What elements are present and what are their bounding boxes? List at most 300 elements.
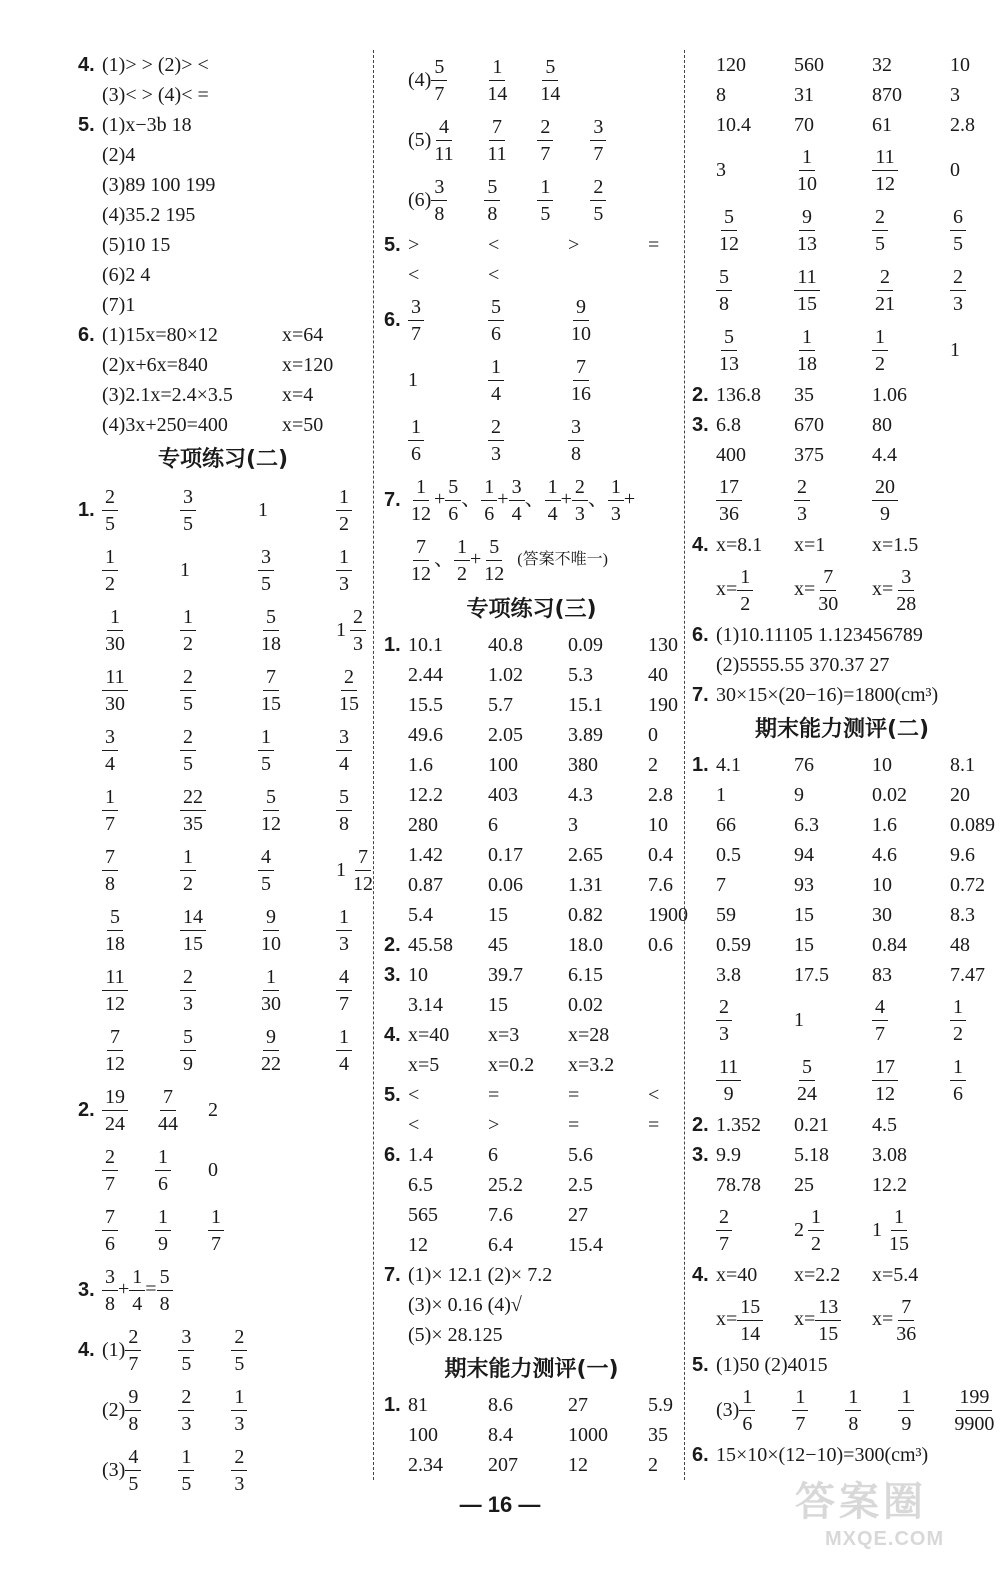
numerator: 1: [808, 1204, 824, 1231]
numerator: 199: [956, 1384, 992, 1411]
question-number: 2.: [692, 384, 709, 406]
denominator: 30: [818, 592, 839, 615]
answer-cell: 45.58: [408, 934, 453, 956]
fraction: [950, 994, 966, 1047]
numerator: 11: [102, 964, 127, 991]
mixed-number: [336, 844, 376, 897]
answer-row: [692, 1170, 992, 1200]
numerator: 5: [484, 174, 500, 201]
answer-cell: [537, 54, 590, 107]
answer-cell: 10: [872, 754, 892, 776]
denominator: 2: [953, 1022, 963, 1045]
question-5: [78, 110, 368, 320]
numerator: 2: [877, 264, 893, 291]
numerator: 1: [413, 474, 429, 501]
fraction: [815, 1294, 841, 1347]
sub-label: (5): [408, 129, 432, 151]
numerator: 2: [231, 1444, 247, 1471]
answer-cell: [155, 1084, 208, 1137]
answer-cell: [716, 264, 794, 317]
question-number: 6.: [384, 309, 401, 331]
denominator: 9: [723, 1082, 734, 1105]
denominator: 5: [183, 692, 193, 715]
denominator: 9: [183, 1052, 193, 1075]
denominator: 3: [339, 572, 349, 595]
question-number: 5.: [384, 1084, 401, 1106]
answer-cell: [155, 1204, 208, 1257]
fraction: [794, 144, 820, 197]
denominator: 12: [353, 872, 373, 895]
denominator: 10: [261, 932, 281, 955]
fraction: [454, 534, 470, 587]
answer-line: (2)5555.55 370.37 27: [716, 654, 890, 676]
fraction: [102, 1144, 118, 1197]
numerator: 5: [336, 784, 352, 811]
fraction: [408, 414, 424, 467]
fraction: [180, 964, 196, 1017]
section-3-answers: [384, 630, 688, 1350]
question-number: 5.: [384, 234, 401, 256]
question-number: 6.: [692, 1444, 709, 1466]
answer-cell: 8.1: [950, 754, 975, 776]
fraction: [794, 264, 820, 317]
answer-cell: 4.1: [716, 754, 741, 776]
answer-cell: [180, 604, 258, 657]
answer-row: [692, 530, 992, 560]
answer-cell: 1.42: [408, 844, 443, 866]
question-number: 6.: [384, 1144, 401, 1166]
fraction: [716, 264, 732, 317]
numerator: 5: [445, 474, 461, 501]
fraction: [231, 1324, 247, 1377]
answer-cell: 31: [794, 84, 814, 106]
answer-row: [78, 900, 368, 960]
numerator: 5: [107, 904, 123, 931]
numerator: 15: [737, 1294, 763, 1321]
answer-cell: [590, 174, 643, 227]
denominator: 15: [339, 692, 359, 715]
question-number: 7.: [384, 489, 401, 511]
answer-row: [78, 720, 368, 780]
answer-cell: [792, 1384, 845, 1437]
answer-cell: 32: [872, 54, 892, 76]
fraction: [872, 264, 898, 317]
fraction: [155, 1204, 171, 1257]
answer-cell: 10: [408, 964, 428, 986]
denominator: 24: [797, 1082, 817, 1105]
question-7: [384, 470, 679, 530]
fraction: [102, 1264, 118, 1317]
sub-label: (6): [408, 189, 432, 211]
denominator: 9900: [954, 1412, 995, 1435]
answer-row: [692, 80, 992, 110]
fraction: [815, 564, 841, 617]
denominator: 18: [261, 632, 281, 655]
answer-cell: 1: [408, 369, 418, 391]
answer-cell: 560: [794, 54, 824, 76]
fraction: [808, 1204, 824, 1257]
fraction: [102, 1084, 128, 1137]
x-equals: x=: [794, 1307, 816, 1330]
answer-row: [692, 1050, 992, 1110]
answer-cell: 0.72: [950, 874, 985, 896]
numerator: 22: [180, 784, 206, 811]
answer-cell: 61: [872, 114, 892, 136]
answer-cell: [178, 1384, 231, 1437]
answer-cell: [258, 904, 336, 957]
answer-cell: 5.9: [648, 1394, 673, 1416]
denominator: 2: [875, 352, 885, 375]
denominator: 10: [797, 172, 817, 195]
answer-cell: 2.65: [568, 844, 603, 866]
fraction: [739, 1384, 755, 1437]
answer-cell: 0.87: [408, 874, 443, 896]
numerator: 5: [263, 784, 279, 811]
answer-cell: [872, 1294, 950, 1347]
denominator: 7: [434, 82, 445, 105]
question-number: 1.: [692, 754, 709, 776]
fraction: [102, 784, 118, 837]
answer-cell: 2.8: [950, 114, 975, 136]
fraction: [716, 1054, 741, 1107]
numerator: 2: [572, 474, 588, 501]
answer-cell: 2: [208, 1099, 218, 1121]
fraction: [951, 1384, 997, 1437]
answer-cell: [102, 844, 180, 897]
denominator: 30: [105, 632, 125, 655]
denominator: 15: [261, 692, 281, 715]
answer-cell: x=0.2: [488, 1054, 535, 1076]
answer-cell: 0.84: [872, 934, 907, 956]
answer-cell: 30: [872, 904, 892, 926]
answer-cell: [102, 1084, 155, 1137]
numerator: 7: [102, 844, 118, 871]
denominator: 4: [547, 502, 558, 525]
answer-cell: 8.6: [488, 1394, 513, 1416]
answer-cell: [258, 964, 336, 1017]
answer-cell: x=5.4: [872, 1264, 919, 1286]
denominator: 3: [719, 1022, 729, 1045]
answer-row: [384, 1110, 679, 1140]
numerator: 1: [537, 174, 553, 201]
answer-cell: 0: [208, 1159, 218, 1181]
answer-row: [78, 1440, 368, 1500]
fraction: [445, 474, 461, 527]
denominator: 35: [183, 812, 203, 835]
answer-cell: 0.6: [648, 934, 673, 956]
answer-row: [384, 1450, 679, 1480]
fraction: [484, 174, 500, 227]
answer-cell: 9.6: [950, 844, 975, 866]
numerator: 3: [102, 1264, 118, 1291]
answer-cell: 10.1: [408, 634, 443, 656]
answer-cell: 8.4: [488, 1424, 513, 1446]
numerator: 2: [716, 1204, 732, 1231]
answer-cell: 93: [794, 874, 814, 896]
answer-cell: 3.8: [716, 964, 741, 986]
answer-cell: 12.2: [408, 784, 443, 806]
numerator: 1: [263, 964, 279, 991]
denominator: 12: [484, 562, 505, 585]
answer-row: [384, 810, 679, 840]
answer-row: [692, 320, 992, 380]
numerator: 7: [102, 1204, 118, 1231]
answer-row: [78, 780, 368, 840]
fraction: [737, 1294, 763, 1347]
answer-cell: [537, 174, 590, 227]
question-number: 5.: [692, 1354, 709, 1376]
fraction: [488, 414, 504, 467]
denominator: 5: [181, 1472, 192, 1495]
denominator: 6: [105, 1232, 115, 1255]
plus-sign: +: [470, 547, 482, 570]
answer-row: [384, 1050, 679, 1080]
answer-cell: [794, 474, 872, 527]
whole-part: 2: [794, 1219, 804, 1241]
plus-sign: +: [497, 487, 509, 510]
fraction: [125, 1324, 141, 1377]
denominator: 3: [181, 1412, 192, 1435]
fraction: [431, 54, 447, 107]
fraction: [872, 474, 898, 527]
denominator: 2: [183, 872, 193, 895]
answer-cell: [794, 144, 872, 197]
answer-row: [78, 660, 368, 720]
answer-row: [692, 1350, 992, 1380]
answer-row: [78, 200, 368, 230]
answer-row: [78, 290, 368, 320]
answer-row: [692, 140, 992, 200]
numerator: 9: [125, 1384, 141, 1411]
answer-cell: 0: [950, 159, 960, 181]
answer-line: (1)x−3b 18: [102, 114, 192, 136]
x-equals: x=: [794, 577, 816, 600]
denominator: 3: [339, 932, 349, 955]
question-number: 4.: [78, 1339, 95, 1361]
answer-cell: 1: [950, 339, 960, 361]
answer-cell: [258, 664, 336, 717]
answer-row: [384, 260, 679, 290]
question-number: 4.: [692, 1264, 709, 1286]
numerator: 3: [336, 724, 352, 751]
section-title: 专项练习(三): [466, 597, 597, 622]
watermark-logo: [795, 1470, 995, 1570]
numerator: 1: [891, 1204, 907, 1231]
answer-row: [78, 600, 368, 660]
denominator: 2: [457, 562, 467, 585]
fraction: [102, 724, 118, 777]
question-6: [78, 320, 368, 440]
answer-cell: [568, 354, 648, 407]
answer-cell: 0.02: [568, 994, 603, 1016]
denominator: 4: [511, 502, 522, 525]
answer-line: (2)4: [102, 144, 136, 166]
answer-row: [384, 1260, 679, 1290]
answer-cell: =: [648, 234, 660, 256]
numerator: 1: [737, 564, 753, 591]
denominator: 2: [183, 632, 193, 655]
denominator: 18: [797, 352, 817, 375]
answer-cell: [102, 904, 180, 957]
answer-cell: 4.4: [872, 444, 897, 466]
answer-cell: 1.06: [872, 384, 907, 406]
answer-cell: [258, 544, 336, 597]
plus-sign: +: [434, 487, 446, 510]
answer-cell: 403: [488, 784, 518, 806]
answer-cell: 94: [794, 844, 814, 866]
answer-row: [384, 1230, 679, 1260]
answer-cell: 100: [408, 1424, 438, 1446]
fraction: [872, 994, 888, 1047]
denominator: 30: [261, 992, 281, 1015]
sub-label: (3): [716, 1399, 740, 1421]
fraction: [488, 294, 504, 347]
column-right: [692, 50, 995, 1490]
question-6: [384, 290, 679, 470]
fraction: [258, 664, 284, 717]
numerator: 7: [413, 534, 429, 561]
answer-cell: 15: [794, 904, 814, 926]
answer-cell: [794, 1054, 872, 1107]
fraction-expression: [408, 534, 517, 587]
answer-cell: 83: [872, 964, 892, 986]
answer-row: [692, 560, 992, 620]
fraction: [258, 724, 274, 777]
numerator: 2: [125, 1324, 141, 1351]
answer-cell: 27: [568, 1204, 588, 1226]
section-title: 期末能力测评(一): [444, 1357, 619, 1382]
answer-cell: [794, 1204, 872, 1257]
numerator: 1: [231, 1384, 247, 1411]
numerator: 1: [107, 604, 123, 631]
answer-cell: [102, 1024, 180, 1077]
numerator: 11: [102, 664, 127, 691]
question-2: [78, 1080, 368, 1260]
denominator: 8: [339, 812, 349, 835]
answer-cell: 6: [488, 814, 498, 836]
numerator: 2: [231, 1324, 247, 1351]
denominator: 8: [487, 202, 498, 225]
test-2-answers: [692, 750, 995, 1470]
fraction: [155, 1144, 171, 1197]
answer-cell: =: [568, 1114, 580, 1136]
fraction: [180, 904, 206, 957]
denominator: 5: [181, 1352, 192, 1375]
equation-row: [78, 350, 368, 380]
answer-cell: [716, 564, 794, 617]
fraction: [125, 1444, 141, 1497]
fraction: [537, 54, 563, 107]
answer-cell: 1.6: [408, 754, 433, 776]
fraction: [155, 1084, 181, 1137]
answer-row: [384, 110, 679, 170]
question-number: 1.: [78, 499, 95, 521]
numerator: 3: [509, 474, 525, 501]
answer-row: [384, 230, 679, 260]
answer-cell: [102, 1144, 155, 1197]
answer-cell: 0.4: [648, 844, 673, 866]
numerator: 5: [157, 1264, 173, 1291]
answer-row: [692, 440, 992, 470]
question-4-continued: [384, 50, 679, 230]
question-number: 3.: [78, 1279, 95, 1301]
watermark-url: MXQE.COM: [825, 1528, 945, 1550]
fraction: [258, 784, 284, 837]
fraction: [794, 204, 820, 257]
separator: 、: [587, 487, 608, 510]
denominator: 4: [105, 752, 115, 775]
answer-row: [692, 470, 992, 530]
answer-cell: 3.14: [408, 994, 443, 1016]
answer-cell: [716, 1294, 794, 1347]
fraction: [950, 1054, 966, 1107]
fraction: [893, 1294, 919, 1347]
answer-cell: [739, 1384, 792, 1437]
denominator: 14: [740, 1322, 761, 1345]
denominator: 8: [159, 1292, 170, 1315]
fraction: [350, 604, 366, 657]
numerator: 5: [180, 1024, 196, 1051]
denominator: 18: [105, 932, 125, 955]
answer-row: [78, 1380, 368, 1440]
denominator: 12: [261, 812, 281, 835]
fraction: [336, 544, 352, 597]
equation-row: [78, 320, 368, 350]
equals-sign: =: [145, 1277, 157, 1300]
denominator: 7: [105, 812, 115, 835]
answer-cell: 5.6: [568, 1144, 593, 1166]
answer-cell: [950, 1054, 1000, 1107]
answer-cell: [872, 564, 950, 617]
answer-cell: 2.5: [568, 1174, 593, 1196]
denominator: 5: [128, 1472, 139, 1495]
numerator: 5: [716, 264, 732, 291]
denominator: 12: [875, 172, 895, 195]
answer-cell: 0.82: [568, 904, 603, 926]
denominator: 4: [339, 752, 349, 775]
watermark-text: 答案圈: [795, 1479, 927, 1525]
answer-cell: 3: [950, 84, 960, 106]
numerator: 3: [590, 114, 606, 141]
answer-row: [384, 900, 688, 930]
denominator: 12: [719, 232, 739, 255]
denominator: 5: [540, 202, 551, 225]
answer-cell: [155, 1144, 208, 1197]
answer-line: (3)× 0.16 (4)√: [408, 1294, 522, 1316]
column-middle: [384, 50, 688, 1490]
fraction-expression: [408, 474, 645, 527]
answer-cell: 1: [258, 499, 268, 521]
answer-cell: 10: [648, 814, 668, 836]
fraction: [481, 534, 507, 587]
question-number: 3.: [692, 414, 709, 436]
answer-line: (3)< > (4)< =: [102, 84, 209, 106]
answer-cell: [716, 994, 794, 1047]
answer-row: [692, 840, 992, 870]
whole-part: 1: [336, 859, 346, 881]
answer-row: [78, 1140, 368, 1200]
answer-cell: 3: [568, 814, 578, 836]
answer-row: [78, 540, 368, 600]
fraction: [794, 1054, 820, 1107]
fraction: [893, 564, 919, 617]
numerator: 3: [408, 294, 424, 321]
denominator: 11: [434, 142, 454, 165]
question-number: 6.: [692, 624, 709, 646]
fraction: [872, 324, 888, 377]
answer-cell: 12: [408, 1234, 428, 1256]
answer-cell: 565: [408, 1204, 438, 1226]
